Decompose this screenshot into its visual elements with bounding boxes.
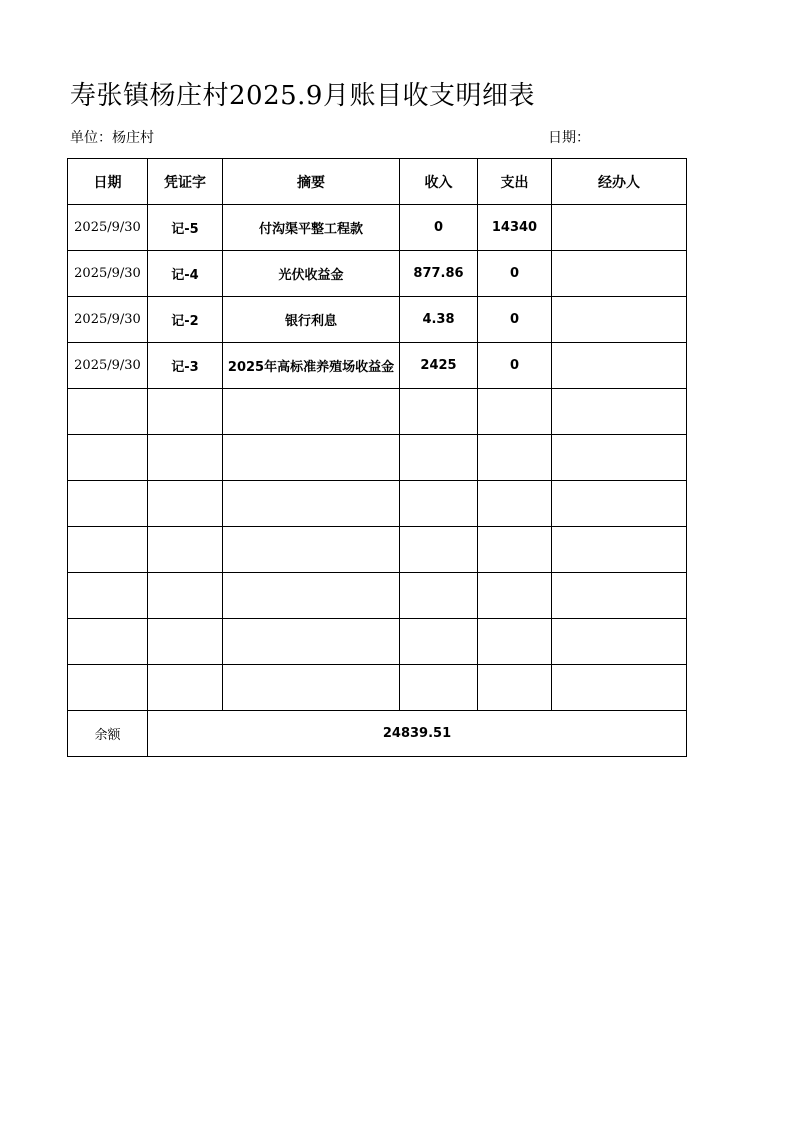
cell-income	[400, 389, 478, 435]
table-footer	[68, 711, 687, 757]
cell-income	[400, 481, 478, 527]
cell-date	[68, 435, 148, 481]
cell-expense	[478, 435, 552, 481]
cell-date: 2025/9/30	[68, 251, 148, 297]
cell-summary: 付沟渠平整工程款	[223, 205, 400, 251]
cell-expense: 0	[478, 251, 552, 297]
cell-date: 2025/9/30	[68, 343, 148, 389]
cell-income: 4.38	[400, 297, 478, 343]
table-row	[68, 619, 687, 665]
cell-summary	[223, 619, 400, 665]
cell-expense	[478, 481, 552, 527]
table-header	[68, 159, 687, 205]
cell-handler	[552, 251, 687, 297]
cell-expense	[478, 619, 552, 665]
table-row	[68, 297, 687, 343]
ledger-table	[67, 158, 687, 757]
header-summary: 摘要	[223, 159, 400, 205]
cell-handler	[552, 389, 687, 435]
header-handler: 经办人	[552, 159, 687, 205]
table-row	[68, 389, 687, 435]
cell-date	[68, 573, 148, 619]
cell-handler	[552, 665, 687, 711]
cell-voucher	[148, 389, 223, 435]
cell-summary	[223, 527, 400, 573]
table-row	[68, 205, 687, 251]
cell-handler	[552, 343, 687, 389]
cell-summary: 光伏收益金	[223, 251, 400, 297]
cell-voucher: 记-3	[148, 343, 223, 389]
date-label: 日期：	[548, 130, 590, 146]
balance-label: 余额	[68, 711, 148, 757]
cell-handler	[552, 573, 687, 619]
page-title: 寿张镇杨庄村2025.9月账目收支明细表	[70, 81, 535, 111]
cell-voucher: 记-5	[148, 205, 223, 251]
balance-value: 24839.51	[148, 711, 687, 757]
cell-date	[68, 619, 148, 665]
cell-summary	[223, 435, 400, 481]
unit-label: 单位：杨庄村	[70, 130, 154, 146]
cell-summary	[223, 665, 400, 711]
cell-income: 877.86	[400, 251, 478, 297]
cell-date: 2025/9/30	[68, 205, 148, 251]
header-income: 收入	[400, 159, 478, 205]
cell-income	[400, 527, 478, 573]
table-row	[68, 435, 687, 481]
cell-handler	[552, 619, 687, 665]
cell-summary: 2025年高标准养殖场收益金	[223, 343, 400, 389]
cell-voucher: 记-2	[148, 297, 223, 343]
table-row	[68, 573, 687, 619]
table-row	[68, 343, 687, 389]
cell-income	[400, 665, 478, 711]
cell-voucher	[148, 481, 223, 527]
header-date: 日期	[68, 159, 148, 205]
cell-income	[400, 619, 478, 665]
cell-summary	[223, 389, 400, 435]
cell-voucher	[148, 665, 223, 711]
balance-row	[68, 711, 687, 757]
cell-voucher: 记-4	[148, 251, 223, 297]
cell-income: 0	[400, 205, 478, 251]
table-body	[68, 205, 687, 711]
header-row	[68, 159, 687, 205]
header-voucher: 凭证字	[148, 159, 223, 205]
cell-expense	[478, 527, 552, 573]
cell-date	[68, 665, 148, 711]
cell-date	[68, 527, 148, 573]
cell-income: 2425	[400, 343, 478, 389]
cell-income	[400, 573, 478, 619]
cell-expense: 0	[478, 297, 552, 343]
cell-expense	[478, 665, 552, 711]
cell-voucher	[148, 619, 223, 665]
cell-expense: 14340	[478, 205, 552, 251]
cell-handler	[552, 527, 687, 573]
cell-expense	[478, 389, 552, 435]
table-row	[68, 527, 687, 573]
cell-handler	[552, 435, 687, 481]
cell-expense	[478, 573, 552, 619]
cell-voucher	[148, 573, 223, 619]
table-row	[68, 251, 687, 297]
table-row	[68, 481, 687, 527]
cell-handler	[552, 481, 687, 527]
cell-income	[400, 435, 478, 481]
cell-date: 2025/9/30	[68, 297, 148, 343]
cell-handler	[552, 297, 687, 343]
cell-voucher	[148, 527, 223, 573]
header-expense: 支出	[478, 159, 552, 205]
cell-voucher	[148, 435, 223, 481]
cell-summary: 银行利息	[223, 297, 400, 343]
cell-summary	[223, 481, 400, 527]
cell-date	[68, 481, 148, 527]
cell-summary	[223, 573, 400, 619]
cell-date	[68, 389, 148, 435]
table-row	[68, 665, 687, 711]
cell-handler	[552, 205, 687, 251]
cell-expense: 0	[478, 343, 552, 389]
